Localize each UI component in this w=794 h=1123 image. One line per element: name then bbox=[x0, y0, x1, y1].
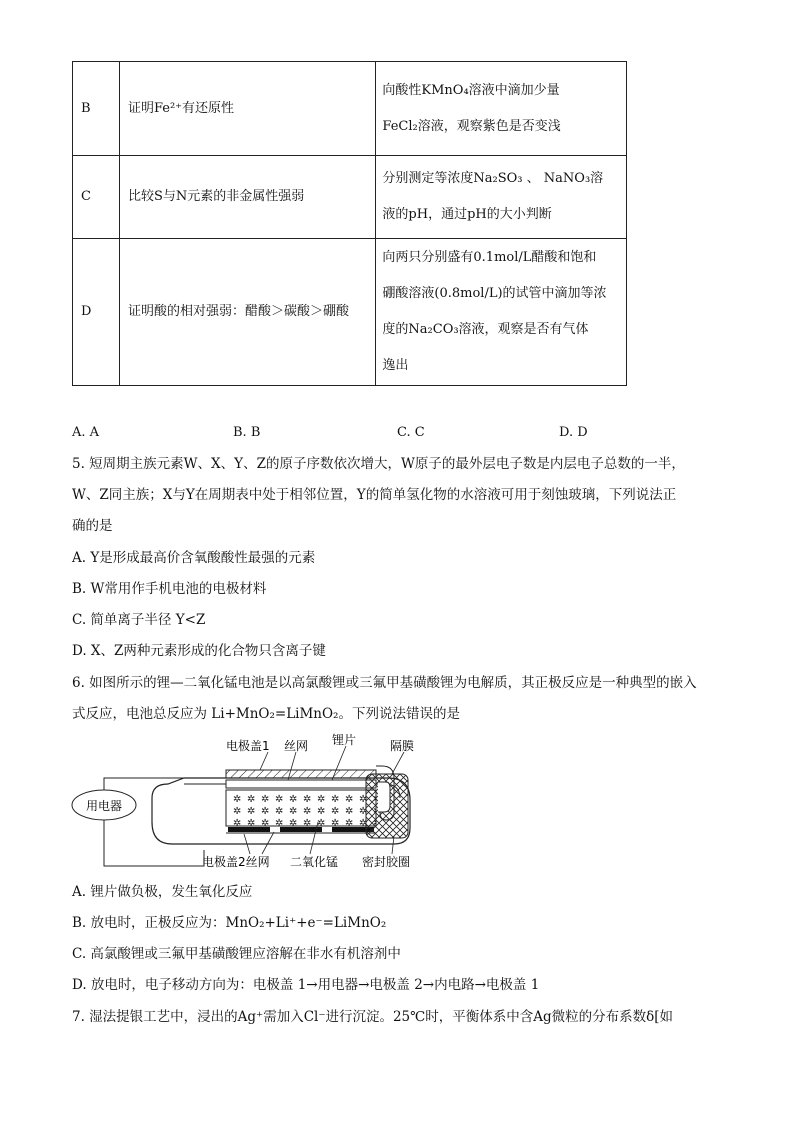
choice-b[interactable]: B. B bbox=[233, 425, 261, 440]
row-method: 向两只分别盛有0.1mol/L醋酸和饱和 硼酸溶液(0.8mol/L)的试管中滴加等浓 度的Na₂CO₃溶液，观察是否有气体 逸出 bbox=[376, 239, 627, 386]
q5-option-c[interactable]: C. 简单离子半径 Y<Z bbox=[72, 612, 206, 628]
label-li: 锂片 bbox=[332, 733, 357, 747]
electrode-cap1 bbox=[226, 770, 376, 778]
q5-option-d[interactable]: D. X、Z两种元素形成的化合物只含离子键 bbox=[72, 643, 326, 659]
mesh-bar bbox=[228, 827, 270, 832]
q6-option-b[interactable]: B. 放电时，正极反应为：MnO₂+Li⁺+e⁻=LiMnO₂ bbox=[72, 915, 387, 931]
label-mno2: 二氧化锰 bbox=[290, 855, 339, 869]
label-mesh-top: 丝网 bbox=[284, 739, 309, 753]
row-label: C bbox=[73, 156, 120, 239]
row-purpose: 证明酸的相对强弱：醋酸＞碳酸＞硼酸 bbox=[119, 239, 375, 386]
q4-choices bbox=[72, 425, 712, 443]
row-method: 分别测定等浓度Na₂SO₃ 、 NaNO₃溶 液的pH，通过pH的大小判断 bbox=[376, 156, 627, 239]
q5-option-a[interactable]: A. Y是形成最高价含氧酸酸性最强的元素 bbox=[72, 550, 316, 566]
q6-option-d[interactable]: D. 放电时，电子移动方向为：电极盖 1→用电器→电极盖 2→内电路→电极盖 1 bbox=[72, 977, 540, 993]
device-label: 用电器 bbox=[85, 799, 123, 813]
choice-a[interactable]: A. A bbox=[72, 425, 100, 440]
mno2-layer bbox=[226, 790, 376, 826]
table-row bbox=[73, 156, 627, 239]
row-method: 向酸性KMnO₄溶液中滴加少量 FeCl₂溶液，观察紫色是否变浅 bbox=[376, 62, 627, 156]
battery-diagram bbox=[64, 732, 454, 872]
q6-stem-line: 6. 如图所示的锂—二氧化锰电池是以高氯酸锂或三氟甲基磺酸锂为电解质，其正极反应是一种典型的嵌入 bbox=[72, 675, 697, 691]
q5-option-b[interactable]: B. W常用作手机电池的电极材料 bbox=[72, 581, 267, 597]
lithium-sheet bbox=[226, 780, 376, 788]
row-label: B bbox=[73, 62, 120, 156]
choice-d[interactable]: D. D bbox=[559, 425, 588, 440]
q6-option-c[interactable]: C. 高氯酸锂或三氟甲基磺酸锂应溶解在非水有机溶剂中 bbox=[72, 946, 401, 962]
q5-stem-line: 5. 短周期主族元素W、X、Y、Z的原子序数依次增大，W原子的最外层电子数是内层电子总数的一半， bbox=[72, 456, 685, 472]
label-cap2-mesh: 电极盖2丝网 bbox=[202, 855, 270, 869]
row-purpose: 证明Fe²⁺有还原性 bbox=[119, 62, 375, 156]
row-label: D bbox=[73, 239, 120, 386]
label-cap1: 电极盖1 bbox=[226, 739, 270, 753]
label-separator: 隔膜 bbox=[390, 739, 415, 753]
choice-c[interactable]: C. C bbox=[397, 425, 425, 440]
table-row bbox=[73, 239, 627, 386]
label-seal: 密封胶圈 bbox=[362, 855, 411, 869]
q5-stem-line: 确的是 bbox=[72, 518, 113, 534]
experiment-table bbox=[72, 61, 627, 386]
q5-stem-line: W、Z同主族；X与Y在周期表中处于相邻位置，Y的简单氢化物的水溶液可用于刻蚀玻璃，下列说法正 bbox=[72, 487, 677, 503]
table-row bbox=[73, 62, 627, 156]
q6-option-a[interactable]: A. 锂片做负极，发生氧化反应 bbox=[72, 884, 253, 900]
q6-stem-line: 式反应，电池总反应为 Li+MnO₂=LiMnO₂。下列说法错误的是 bbox=[72, 706, 460, 722]
row-purpose: 比较S与N元素的非金属性强弱 bbox=[119, 156, 375, 239]
q7-stem-line: 7. 湿法提银工艺中，浸出的Ag⁺需加入Cl⁻进行沉淀。25℃时，平衡体系中含Ag微粒的分布系数δ[如 bbox=[72, 1009, 674, 1025]
